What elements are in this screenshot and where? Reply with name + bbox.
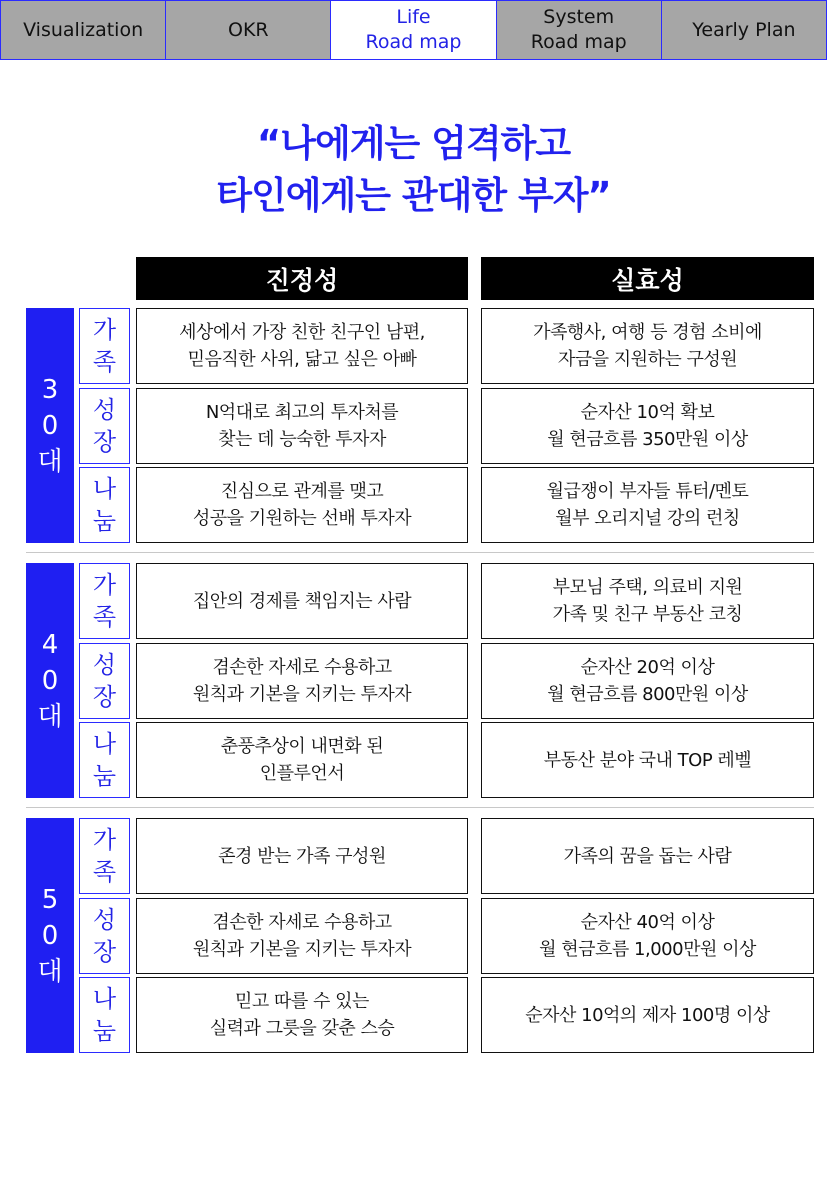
- label-char: 가: [92, 316, 117, 344]
- sincerity-cell: [136, 643, 468, 719]
- cell-line: 실력과 그릇을 갖춘 스승: [209, 1018, 395, 1039]
- category-label-sharing: [79, 722, 130, 798]
- row-growth: [0, 643, 827, 719]
- tab-bar: [0, 0, 827, 60]
- label-char: 성: [92, 396, 117, 424]
- row-family: [0, 563, 827, 639]
- age-char: 3: [41, 374, 59, 405]
- cell-line: 원칙과 기본을 지키는 투자자: [192, 684, 412, 705]
- age-char: 5: [41, 884, 59, 915]
- row-growth: [0, 898, 827, 974]
- category-label-family: [79, 818, 130, 894]
- label-char: 족: [92, 858, 117, 886]
- label-char: 눔: [92, 1017, 117, 1045]
- tab-okr[interactable]: OKR: [166, 0, 331, 60]
- label-char: 나: [92, 985, 117, 1013]
- cell-line: 가족 및 친구 부동산 코칭: [552, 604, 743, 625]
- label-char: 장: [92, 428, 117, 456]
- cell-line: 순자산 10억의 제자 100명 이상: [525, 1004, 770, 1026]
- cell-line: 부동산 분야 국내 TOP 레벨: [543, 749, 752, 771]
- tab-visualization[interactable]: Visualization: [0, 0, 166, 60]
- cell-line: 부모님 주택, 의료비 지원: [552, 577, 743, 598]
- age-block-50s: [0, 818, 827, 1053]
- cell-line: 겸손한 자세로 수용하고: [212, 912, 392, 933]
- cell-line: 월 현금흐름 350만원 이상: [547, 429, 748, 450]
- sincerity-cell: [136, 388, 468, 464]
- row-growth: [0, 388, 827, 464]
- category-label-sharing: [79, 467, 130, 543]
- effectiveness-cell: [481, 467, 814, 543]
- age-char: 0: [41, 920, 59, 951]
- label-char: 가: [92, 571, 117, 599]
- cell-line: 찾는 데 능숙한 투자자: [218, 429, 386, 450]
- cell-line: 성공을 기원하는 선배 투자자: [192, 508, 412, 529]
- label-char: 족: [92, 348, 117, 376]
- cell-line: 가족의 꿈을 돕는 사람: [563, 845, 732, 867]
- cell-line: 겸손한 자세로 수용하고: [212, 657, 392, 678]
- label-char: 나: [92, 475, 117, 503]
- row-family: [0, 818, 827, 894]
- row-sharing: [0, 467, 827, 543]
- cell-line: 월부 오리지널 강의 런칭: [555, 508, 740, 529]
- label-char: 성: [92, 906, 117, 934]
- cell-line: 믿고 따를 수 있는: [235, 991, 369, 1012]
- label-char: 가: [92, 826, 117, 854]
- cell-line: 월급쟁이 부자들 튜터/멘토: [546, 481, 749, 502]
- cell-line: 원칙과 기본을 지키는 투자자: [192, 939, 412, 960]
- cell-line: N억대로 최고의 투자처를: [205, 402, 399, 423]
- column-header-left: 진정성: [136, 257, 468, 300]
- effectiveness-cell: [481, 898, 814, 974]
- category-label-growth: [79, 898, 130, 974]
- sincerity-cell: [136, 563, 468, 639]
- sincerity-cell: [136, 818, 468, 894]
- row-sharing: [0, 722, 827, 798]
- sincerity-cell: [136, 977, 468, 1053]
- cell-line: 진심으로 관계를 맺고: [220, 481, 384, 502]
- cell-line: 순자산 20억 이상: [580, 657, 715, 678]
- age-char: 4: [41, 629, 59, 660]
- sincerity-cell: [136, 467, 468, 543]
- cell-line: 월 현금흐름 800만원 이상: [547, 684, 748, 705]
- page-title: [0, 118, 827, 222]
- cell-line: 순자산 10억 확보: [580, 402, 715, 423]
- sincerity-cell: [136, 898, 468, 974]
- category-label-sharing: [79, 977, 130, 1053]
- cell-line: 집안의 경제를 책임지는 사람: [192, 590, 412, 612]
- tab-life-road-map[interactable]: Life Road map: [331, 0, 496, 60]
- row-sharing: [0, 977, 827, 1053]
- title-line-2: 타인에게는 관대한 부자”: [216, 174, 611, 217]
- tab-system-road-map[interactable]: System Road map: [497, 0, 662, 60]
- cell-line: 월 현금흐름 1,000만원 이상: [539, 939, 756, 960]
- effectiveness-cell: [481, 722, 814, 798]
- effectiveness-cell: [481, 563, 814, 639]
- section-divider: [26, 807, 814, 808]
- title-line-1: “나에게는 엄격하고: [256, 122, 571, 165]
- age-char: 0: [41, 665, 59, 696]
- cell-line: 세상에서 가장 친한 친구인 남편,: [179, 322, 425, 343]
- age-block-40s: [0, 563, 827, 798]
- sincerity-cell: [136, 722, 468, 798]
- category-label-family: [79, 308, 130, 384]
- label-char: 나: [92, 730, 117, 758]
- category-label-growth: [79, 643, 130, 719]
- age-block-30s: [0, 308, 827, 543]
- cell-line: 믿음직한 사위, 닮고 싶은 아빠: [187, 349, 417, 370]
- label-char: 눔: [92, 507, 117, 535]
- effectiveness-cell: [481, 643, 814, 719]
- effectiveness-cell: [481, 818, 814, 894]
- age-char: 대: [37, 956, 63, 987]
- tab-yearly-plan[interactable]: Yearly Plan: [662, 0, 827, 60]
- column-header-right: 실효성: [481, 257, 814, 300]
- cell-line: 인플루언서: [259, 763, 345, 784]
- category-label-growth: [79, 388, 130, 464]
- row-family: [0, 308, 827, 384]
- cell-line: 춘풍추상이 내면화 된: [220, 736, 384, 757]
- cell-line: 자금을 지원하는 구성원: [557, 349, 738, 370]
- label-char: 장: [92, 938, 117, 966]
- label-char: 성: [92, 651, 117, 679]
- age-char: 대: [37, 701, 63, 732]
- sincerity-cell: [136, 308, 468, 384]
- cell-line: 순자산 40억 이상: [580, 912, 715, 933]
- effectiveness-cell: [481, 977, 814, 1053]
- label-char: 족: [92, 603, 117, 631]
- effectiveness-cell: [481, 388, 814, 464]
- section-divider: [26, 552, 814, 553]
- effectiveness-cell: [481, 308, 814, 384]
- age-char: 대: [37, 446, 63, 477]
- label-char: 눔: [92, 762, 117, 790]
- cell-line: 가족행사, 여행 등 경험 소비에: [533, 322, 762, 343]
- label-char: 장: [92, 683, 117, 711]
- category-label-family: [79, 563, 130, 639]
- cell-line: 존경 받는 가족 구성원: [218, 845, 386, 867]
- age-char: 0: [41, 410, 59, 441]
